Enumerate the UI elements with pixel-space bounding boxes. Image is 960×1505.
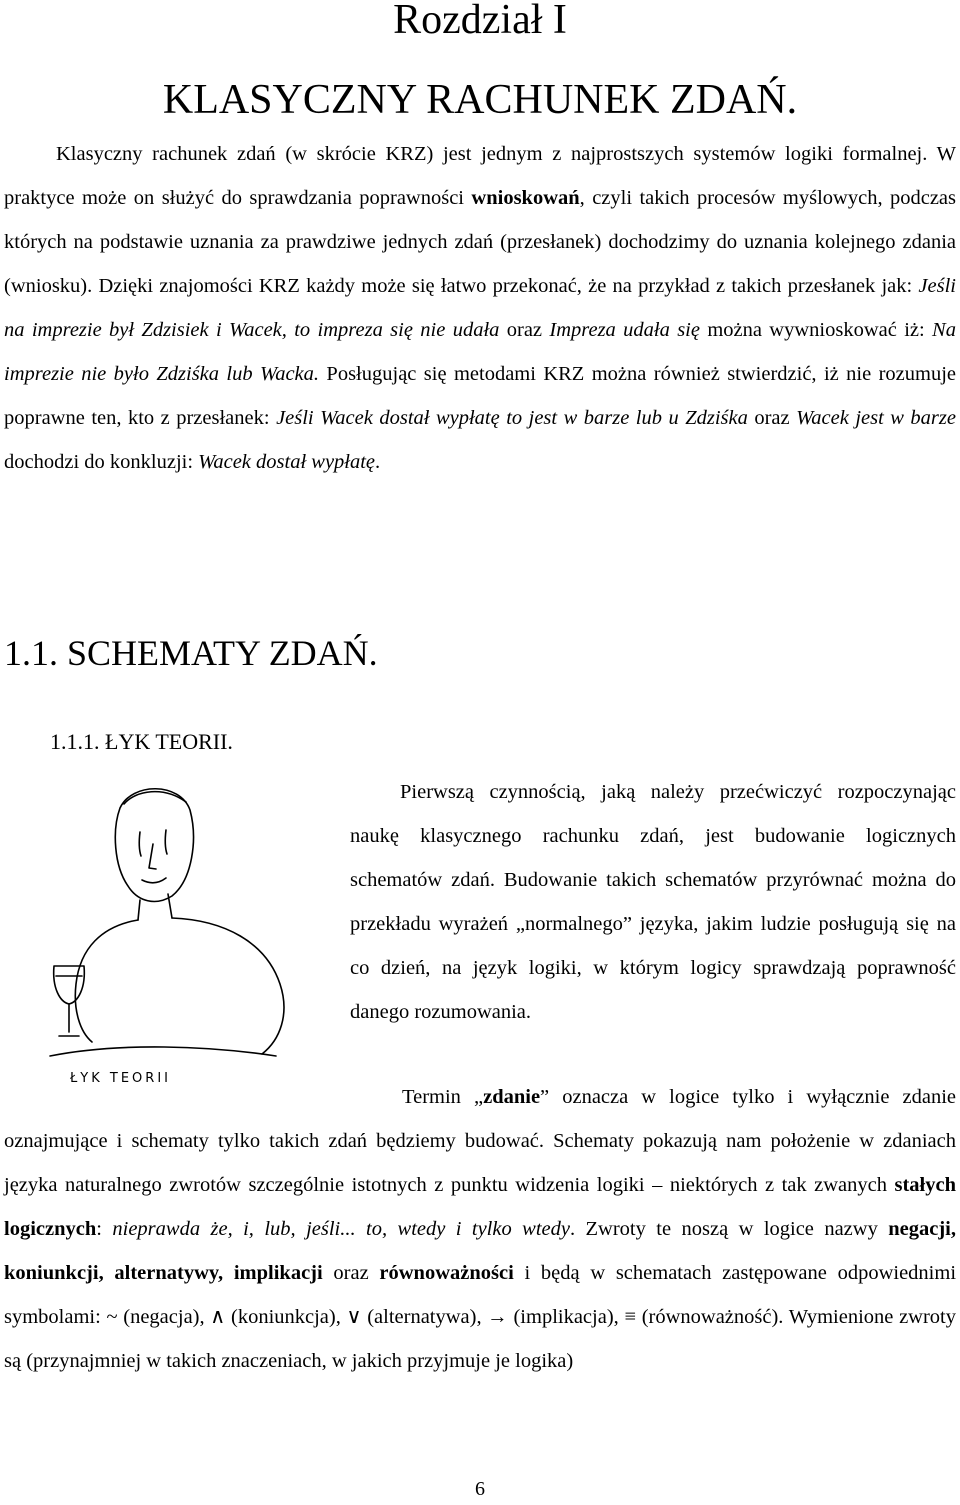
- section-title: 1.1. SCHEMATY ZDAŃ.: [4, 633, 378, 673]
- example-sentence: Jeśli Wacek dostał wypłatę to jest w barze lub u Zdziśka: [276, 407, 748, 429]
- bold-term: stałych logicznych: [4, 1174, 956, 1240]
- text-run: oraz: [322, 1262, 380, 1284]
- bold-term: równoważności: [379, 1262, 514, 1284]
- example-sentence: Wacek dostał wypłatę: [198, 451, 376, 473]
- text-run: Termin „: [402, 1086, 484, 1108]
- figure-caption: ŁYK TEORII: [70, 1071, 171, 1086]
- example-sentence: Wacek jest w barze: [796, 407, 956, 429]
- example-sentence: Na imprezie nie było Zdziśka lub Wacka.: [4, 319, 956, 385]
- bold-term: wnioskowań: [471, 187, 580, 209]
- text-run: dochodzi do konkluzji:: [4, 451, 199, 473]
- text-run: , czyli takich procesów myślowych, podczas których na podstawie uznania za prawdziwe jednych zdań (przesłanek) dochodzimy do uznania kolejnego zdania (wniosku). Dzięki znajomości KRZ każdy może się łatwo przekonać, że na przykład z takich przesłanek jak:: [4, 187, 957, 297]
- italic-terms: nieprawda że, i, lub, jeśli... to, wtedy i tylko wtedy: [112, 1218, 570, 1240]
- theory-paragraph: Pierwszą czynnością, jaką należy przećwiczyć rozpoczynając naukę klasycznego rachunku zdań, jest budowanie logicznych schematów zdań. Budowanie takich schematów przyrównać można do przekładu wyrażeń „normalnego” języka, jakim ludzie posługują się na co dzień, na język logiki, w którym logicy sprawdzają poprawność danego rozumowania.: [350, 781, 956, 1023]
- text-run: można wywnioskować iż:: [699, 319, 933, 341]
- subsection-title: 1.1.1. ŁYK TEORII.: [50, 729, 233, 754]
- text-run: :: [96, 1218, 113, 1240]
- definition-paragraph: [4, 1075, 956, 1383]
- text-run: oraz: [499, 319, 550, 341]
- text-run: ” oznacza w logice tylko i wyłącznie zdanie oznajmujące i schematy tylko takich zdań będziemy budować. Schematy pokazują nam położenie w zdaniach języka naturalnego zwrotów szczególnie istotnych z punktu widzenia logiki – niektórych z tak zwanych: [4, 1086, 956, 1196]
- chapter-title: KLASYCZNY RACHUNEK ZDAŃ.: [162, 77, 798, 123]
- bold-term: zdanie: [483, 1086, 541, 1108]
- man-with-wine-glass-drawing-icon: [40, 770, 340, 1090]
- page-number: 6: [475, 1478, 485, 1500]
- text-run: . Zwroty te noszą w logice nazwy: [569, 1218, 889, 1240]
- intro-paragraph: [4, 132, 956, 484]
- bold-term: negacji, koniunkcji, alternatywy, implikacji: [4, 1218, 956, 1284]
- chapter-number: Rozdział I: [393, 0, 567, 43]
- example-sentence: Impreza udała się: [549, 319, 700, 341]
- text-run: .: [375, 451, 381, 473]
- example-sentence: Jeśli na imprezie był Zdzisiek i Wacek, to impreza się nie udała: [4, 275, 956, 341]
- text-run: Klasyczny rachunek zdań (w skrócie KRZ) jest jednym z najprostszych systemów logiki formalnej. W praktyce może on służyć do sprawdzania poprawności: [4, 143, 956, 209]
- text-run: i będą w schematach zastępowane odpowiednimi symbolami: ~ (negacja), ∧ (koniunkcja), ∨ (alternatywa), → (implikacja), ≡ (równoważność). Wymienione zwroty są (przynajmniej w takich znaczeniach, w jakich przyjmuje je logika): [4, 1262, 957, 1372]
- text-run: oraz: [747, 407, 797, 429]
- text-run: Posługując się metodami KRZ można również stwierdzić, iż nie rozumuje poprawne ten, kto z przesłanek:: [4, 363, 956, 429]
